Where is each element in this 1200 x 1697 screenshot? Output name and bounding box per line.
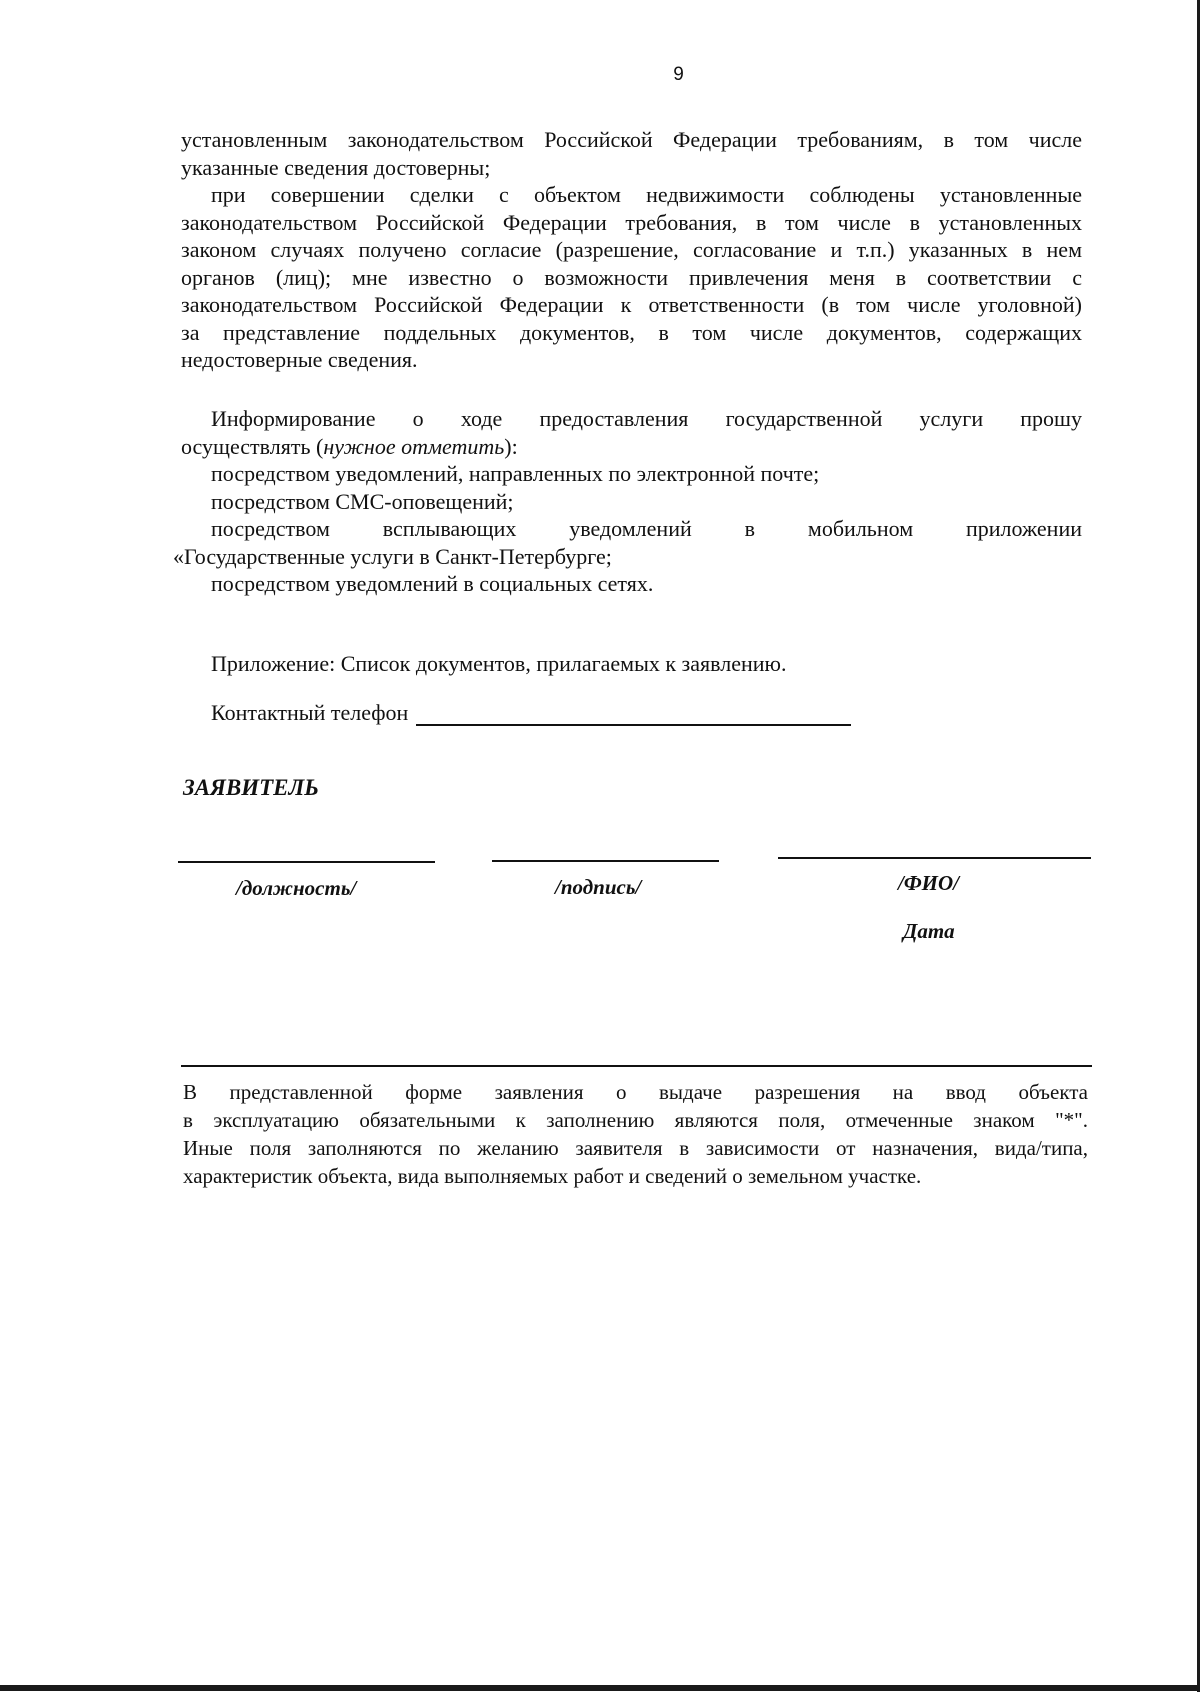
footnote-line: в эксплуатацию обязательными к заполнению являются поля, отмеченные знаком "*".	[183, 1108, 1088, 1132]
paragraph-transaction	[181, 181, 1082, 374]
paragraph-line: за представление поддельных документов, в том числе документов, содержащих	[181, 319, 1082, 345]
contact-phone-label: Контактный телефон	[211, 700, 409, 725]
page-border-bottom	[0, 1685, 1200, 1691]
informing-section	[173, 405, 1082, 598]
name-label: /ФИО/	[898, 871, 960, 895]
contact-phone-field[interactable]	[416, 700, 851, 726]
paragraph-line: законодательством Российской Федерации требования, в том числе в установленных	[181, 209, 1082, 235]
applicant-heading: ЗАЯВИТЕЛЬ	[183, 775, 319, 800]
name-line[interactable]	[778, 857, 1091, 859]
paragraph-line: законодательством Российской Федерации к ответственности (в том числе уголовной)	[181, 292, 1082, 317]
position-line[interactable]	[178, 861, 435, 863]
notify-option-email[interactable]: посредством уведомлений, направленных по электронной почте;	[211, 461, 820, 486]
paragraph-line: недостоверные сведения.	[181, 347, 418, 372]
position-label: /должность/	[236, 876, 357, 900]
page-number: 9	[673, 64, 684, 85]
paragraph-requirements	[181, 126, 1082, 181]
notify-option-social[interactable]: посредством уведомлений в социальных сетях.	[211, 571, 654, 596]
attachment-note	[211, 650, 1071, 678]
footnote	[183, 1078, 1088, 1190]
notify-option-mobile-app[interactable]: посредством всплывающих уведомлений в мобильном приложении	[211, 516, 1082, 541]
paragraph-line: указанные сведения достоверны;	[181, 154, 491, 180]
date-label: Дата	[903, 919, 955, 943]
attachment-text: Приложение: Список документов, прилагаемых к заявлению.	[211, 651, 787, 676]
signature-line[interactable]	[492, 860, 719, 862]
notify-option-mobile-app-cont: «Государственные услуги в Санкт-Петербурге;	[173, 543, 612, 569]
footnote-line: В представленной форме заявления о выдаче разрешения на ввод объекта	[183, 1080, 1088, 1104]
notify-option-sms[interactable]: посредством СМС-оповещений;	[211, 488, 514, 514]
footnote-separator	[181, 1065, 1092, 1067]
informing-line: Информирование о ходе предоставления государственной услуги прошу	[211, 406, 1082, 431]
mark-needed-hint: нужное отметить	[323, 433, 505, 459]
informing-line: осуществлять (нужное отметить):	[181, 433, 518, 459]
paragraph-line: установленным законодательством Российской Федерации требованиям, в том числе	[181, 127, 1082, 152]
footnote-line: Иные поля заполняются по желанию заявителя в зависимости от назначения, вида/типа,	[183, 1136, 1088, 1160]
contact-phone-row	[211, 700, 851, 726]
paragraph-line: органов (лиц); мне известно о возможности привлечения меня в соответствии с	[181, 264, 1082, 290]
signature-label: /подпись/	[555, 875, 642, 899]
paragraph-line: законом случаях получено согласие (разрешение, согласование и т.п.) указанных в нем	[181, 237, 1082, 262]
paragraph-line: при совершении сделки с объектом недвижимости соблюдены установленные	[211, 182, 1082, 207]
footnote-line: характеристик объекта, вида выполняемых работ и сведений о земельном участке.	[183, 1164, 922, 1188]
